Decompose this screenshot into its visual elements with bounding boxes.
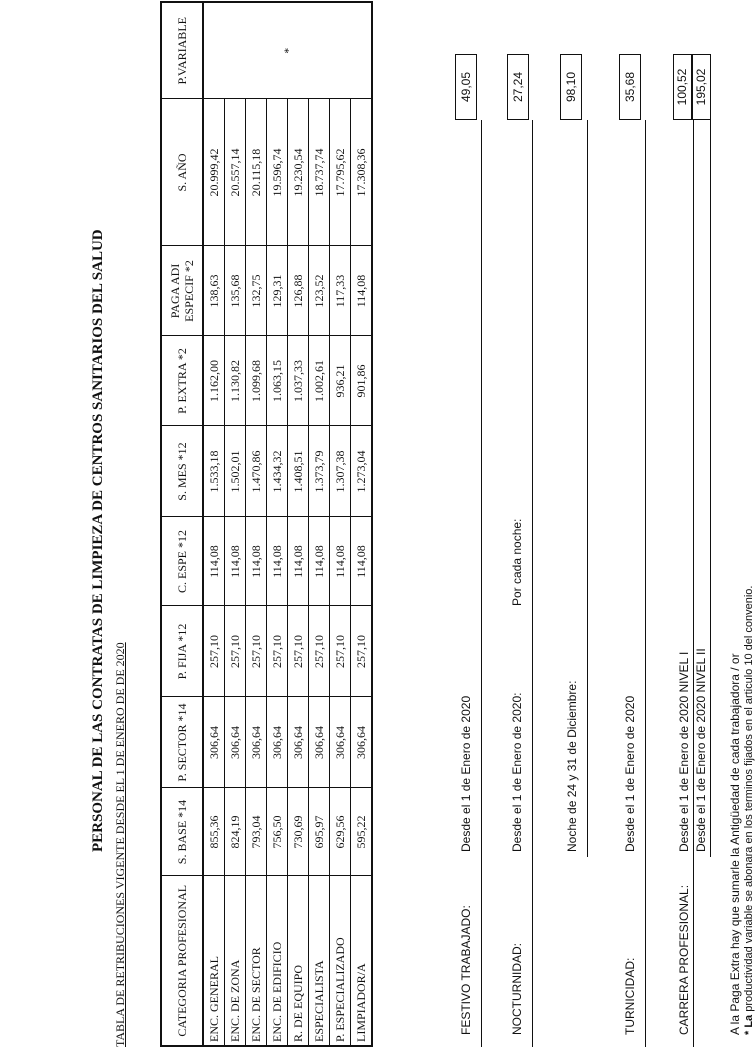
value-cell: 114,08 xyxy=(288,517,309,606)
turnicidad-desc: Desde el 1 de Enero de 2020 xyxy=(623,695,637,852)
value-cell: 1.408,51 xyxy=(288,426,309,517)
category-cell: R. DE EQUIPO xyxy=(288,876,309,1046)
value-cell: 306,64 xyxy=(309,697,330,788)
value-cell: 793,04 xyxy=(246,788,267,876)
value-cell: 114,08 xyxy=(309,517,330,606)
value-cell: 257,10 xyxy=(351,606,373,697)
table-row xyxy=(246,2,267,1046)
column-header: S. AÑO xyxy=(161,99,203,246)
value-cell: 132,75 xyxy=(246,246,267,336)
turnicidad-value: 35,68 xyxy=(619,54,641,120)
table-row xyxy=(309,2,330,1046)
value-cell: 19.230,54 xyxy=(288,99,309,246)
category-cell: ENC. DE SECTOR xyxy=(246,876,267,1046)
page-title: PERSONAL DE LAS CONTRATAS DE LIMPIEZA DE CENTROS SANITARIOS DEL SALUD xyxy=(90,229,106,852)
festivo-value: 49,05 xyxy=(455,54,477,120)
value-cell: 257,10 xyxy=(203,606,225,697)
value-cell: 18.737,74 xyxy=(309,99,330,246)
value-cell: 306,64 xyxy=(330,697,351,788)
festivo-label: FESTIVO TRABAJADO: xyxy=(459,905,473,1035)
value-cell: 1.533,18 xyxy=(203,426,225,517)
column-header: S. MES *12 xyxy=(161,426,203,517)
category-cell: P. ESPECIALIZADO xyxy=(330,876,351,1046)
table-row xyxy=(351,2,373,1046)
value-cell: 695,97 xyxy=(309,788,330,876)
footnote-productividad-bold: * La xyxy=(743,1014,755,1035)
value-cell: 855,36 xyxy=(203,788,225,876)
divider xyxy=(645,120,646,1047)
value-cell: 114,08 xyxy=(203,517,225,606)
value-cell: 114,08 xyxy=(246,517,267,606)
value-cell: 1.307,38 xyxy=(330,426,351,517)
value-cell: 17.795,62 xyxy=(330,99,351,246)
festivo-desc: Desde el 1 de Enero de 2020 xyxy=(459,695,473,852)
value-cell: 257,10 xyxy=(225,606,246,697)
nocturnidad-value: 27,24 xyxy=(507,54,529,120)
value-cell: 901,86 xyxy=(351,336,373,426)
turnicidad-label: TURNICIDAD: xyxy=(623,957,637,1035)
value-cell: 306,64 xyxy=(267,697,288,788)
value-cell: 20.999,42 xyxy=(203,99,225,246)
nocturnidad-label: NOCTURNIDAD: xyxy=(510,943,524,1035)
value-cell: 123,52 xyxy=(309,246,330,336)
carrera-value-nivel1: 100,52 xyxy=(673,54,692,120)
value-cell: 730,69 xyxy=(288,788,309,876)
footnote-productividad-text: productividad variable se abonara en los terminos fijados en el articulo 10 del convenio. xyxy=(743,585,755,1012)
value-cell: 306,64 xyxy=(246,697,267,788)
value-cell: 114,08 xyxy=(351,517,373,606)
category-cell: ENC. GENERAL xyxy=(203,876,225,1046)
value-cell: 1.130,82 xyxy=(225,336,246,426)
nocturnidad-desc: Desde el 1 de Enero de 2020: xyxy=(510,692,524,852)
table-row xyxy=(288,2,309,1046)
value-cell: 936,21 xyxy=(330,336,351,426)
column-header: S. BASE *14 xyxy=(161,788,203,876)
column-header: P. EXTRA *2 xyxy=(161,336,203,426)
value-cell: 756,50 xyxy=(267,788,288,876)
value-cell: 1.470,86 xyxy=(246,426,267,517)
value-cell: 1.037,33 xyxy=(288,336,309,426)
value-cell: 257,10 xyxy=(267,606,288,697)
column-header: P. SECTOR *14 xyxy=(161,697,203,788)
category-cell: LIMPIADOR/A xyxy=(351,876,373,1046)
p-variable-cell: * xyxy=(203,2,372,99)
table-row xyxy=(203,2,225,1046)
value-cell: 1.162,00 xyxy=(203,336,225,426)
value-cell: 306,64 xyxy=(225,697,246,788)
category-cell: ESPECIALISTA xyxy=(309,876,330,1046)
value-cell: 20.115,18 xyxy=(246,99,267,246)
value-cell: 257,10 xyxy=(309,606,330,697)
value-cell: 19.596,74 xyxy=(267,99,288,246)
divider xyxy=(693,120,694,1047)
value-cell: 306,64 xyxy=(203,697,225,788)
value-cell: 20.557,14 xyxy=(225,99,246,246)
divider xyxy=(710,120,711,857)
column-header: P. FIJA *12 xyxy=(161,606,203,697)
noche-especial-value: 98,10 xyxy=(560,54,582,120)
value-cell: 257,10 xyxy=(246,606,267,697)
table-row xyxy=(225,2,246,1046)
table-subtitle: TABLA DE RETRIBUCIONES VIGENTE DESDE EL 1 DE ENERO DE DE 2020 xyxy=(113,642,127,1047)
carrera-label: CARRERA PROFESIONAL: xyxy=(677,884,691,1035)
value-cell: 257,10 xyxy=(330,606,351,697)
carrera-desc-nivel2: Desde el 1 de Enero de 2020 NIVEL II xyxy=(694,648,708,852)
value-cell: 306,64 xyxy=(288,697,309,788)
value-cell: 126,88 xyxy=(288,246,309,336)
column-header: C. ESPE *12 xyxy=(161,517,203,606)
table-row xyxy=(267,2,288,1046)
value-cell: 1.434,32 xyxy=(267,426,288,517)
footnote-paga-extra: A la Paga Extra hay que sumarle la Antigüedad de cada trabajadora / or xyxy=(728,653,742,1035)
noche-especial-desc: Noche de 24 y 31 de Diciembre: xyxy=(565,680,579,852)
value-cell: 129,31 xyxy=(267,246,288,336)
value-cell: 114,08 xyxy=(267,517,288,606)
category-cell: ENC. DE ZONA xyxy=(225,876,246,1046)
value-cell: 1.002,61 xyxy=(309,336,330,426)
value-cell: 114,08 xyxy=(225,517,246,606)
value-cell: 629,56 xyxy=(330,788,351,876)
divider xyxy=(532,120,533,1047)
value-cell: 1.063,15 xyxy=(267,336,288,426)
value-cell: 138,63 xyxy=(203,246,225,336)
value-cell: 306,64 xyxy=(351,697,373,788)
value-cell: 1.099,68 xyxy=(246,336,267,426)
value-cell: 135,68 xyxy=(225,246,246,336)
value-cell: 595,22 xyxy=(351,788,373,876)
value-cell: 114,08 xyxy=(330,517,351,606)
column-header: CATEGORIA PROFESIONAL xyxy=(161,876,203,1046)
footnote-productividad xyxy=(743,586,755,1035)
carrera-desc-nivel1: Desde el 1 de Enero de 2020 NIVEL I xyxy=(677,651,691,852)
table-header-row xyxy=(161,2,203,1046)
table-row xyxy=(330,2,351,1046)
value-cell: 114,08 xyxy=(351,246,373,336)
column-header: P.VARIABLE xyxy=(161,2,203,99)
category-cell: ENC. DE EDIFICIO xyxy=(267,876,288,1046)
value-cell: 1.373,79 xyxy=(309,426,330,517)
value-cell: 257,10 xyxy=(288,606,309,697)
value-cell: 824,19 xyxy=(225,788,246,876)
value-cell: 1.502,01 xyxy=(225,426,246,517)
salary-table xyxy=(160,1,373,1047)
value-cell: 17.308,36 xyxy=(351,99,373,246)
divider xyxy=(587,120,588,857)
value-cell: 1.273,04 xyxy=(351,426,373,517)
divider xyxy=(481,120,482,1047)
carrera-value-nivel2: 195,02 xyxy=(692,54,711,120)
value-cell: 117,33 xyxy=(330,246,351,336)
column-header: PAGA ADI ESPECIF *2 xyxy=(161,246,203,336)
nocturnidad-note: Por cada noche: xyxy=(510,518,524,606)
